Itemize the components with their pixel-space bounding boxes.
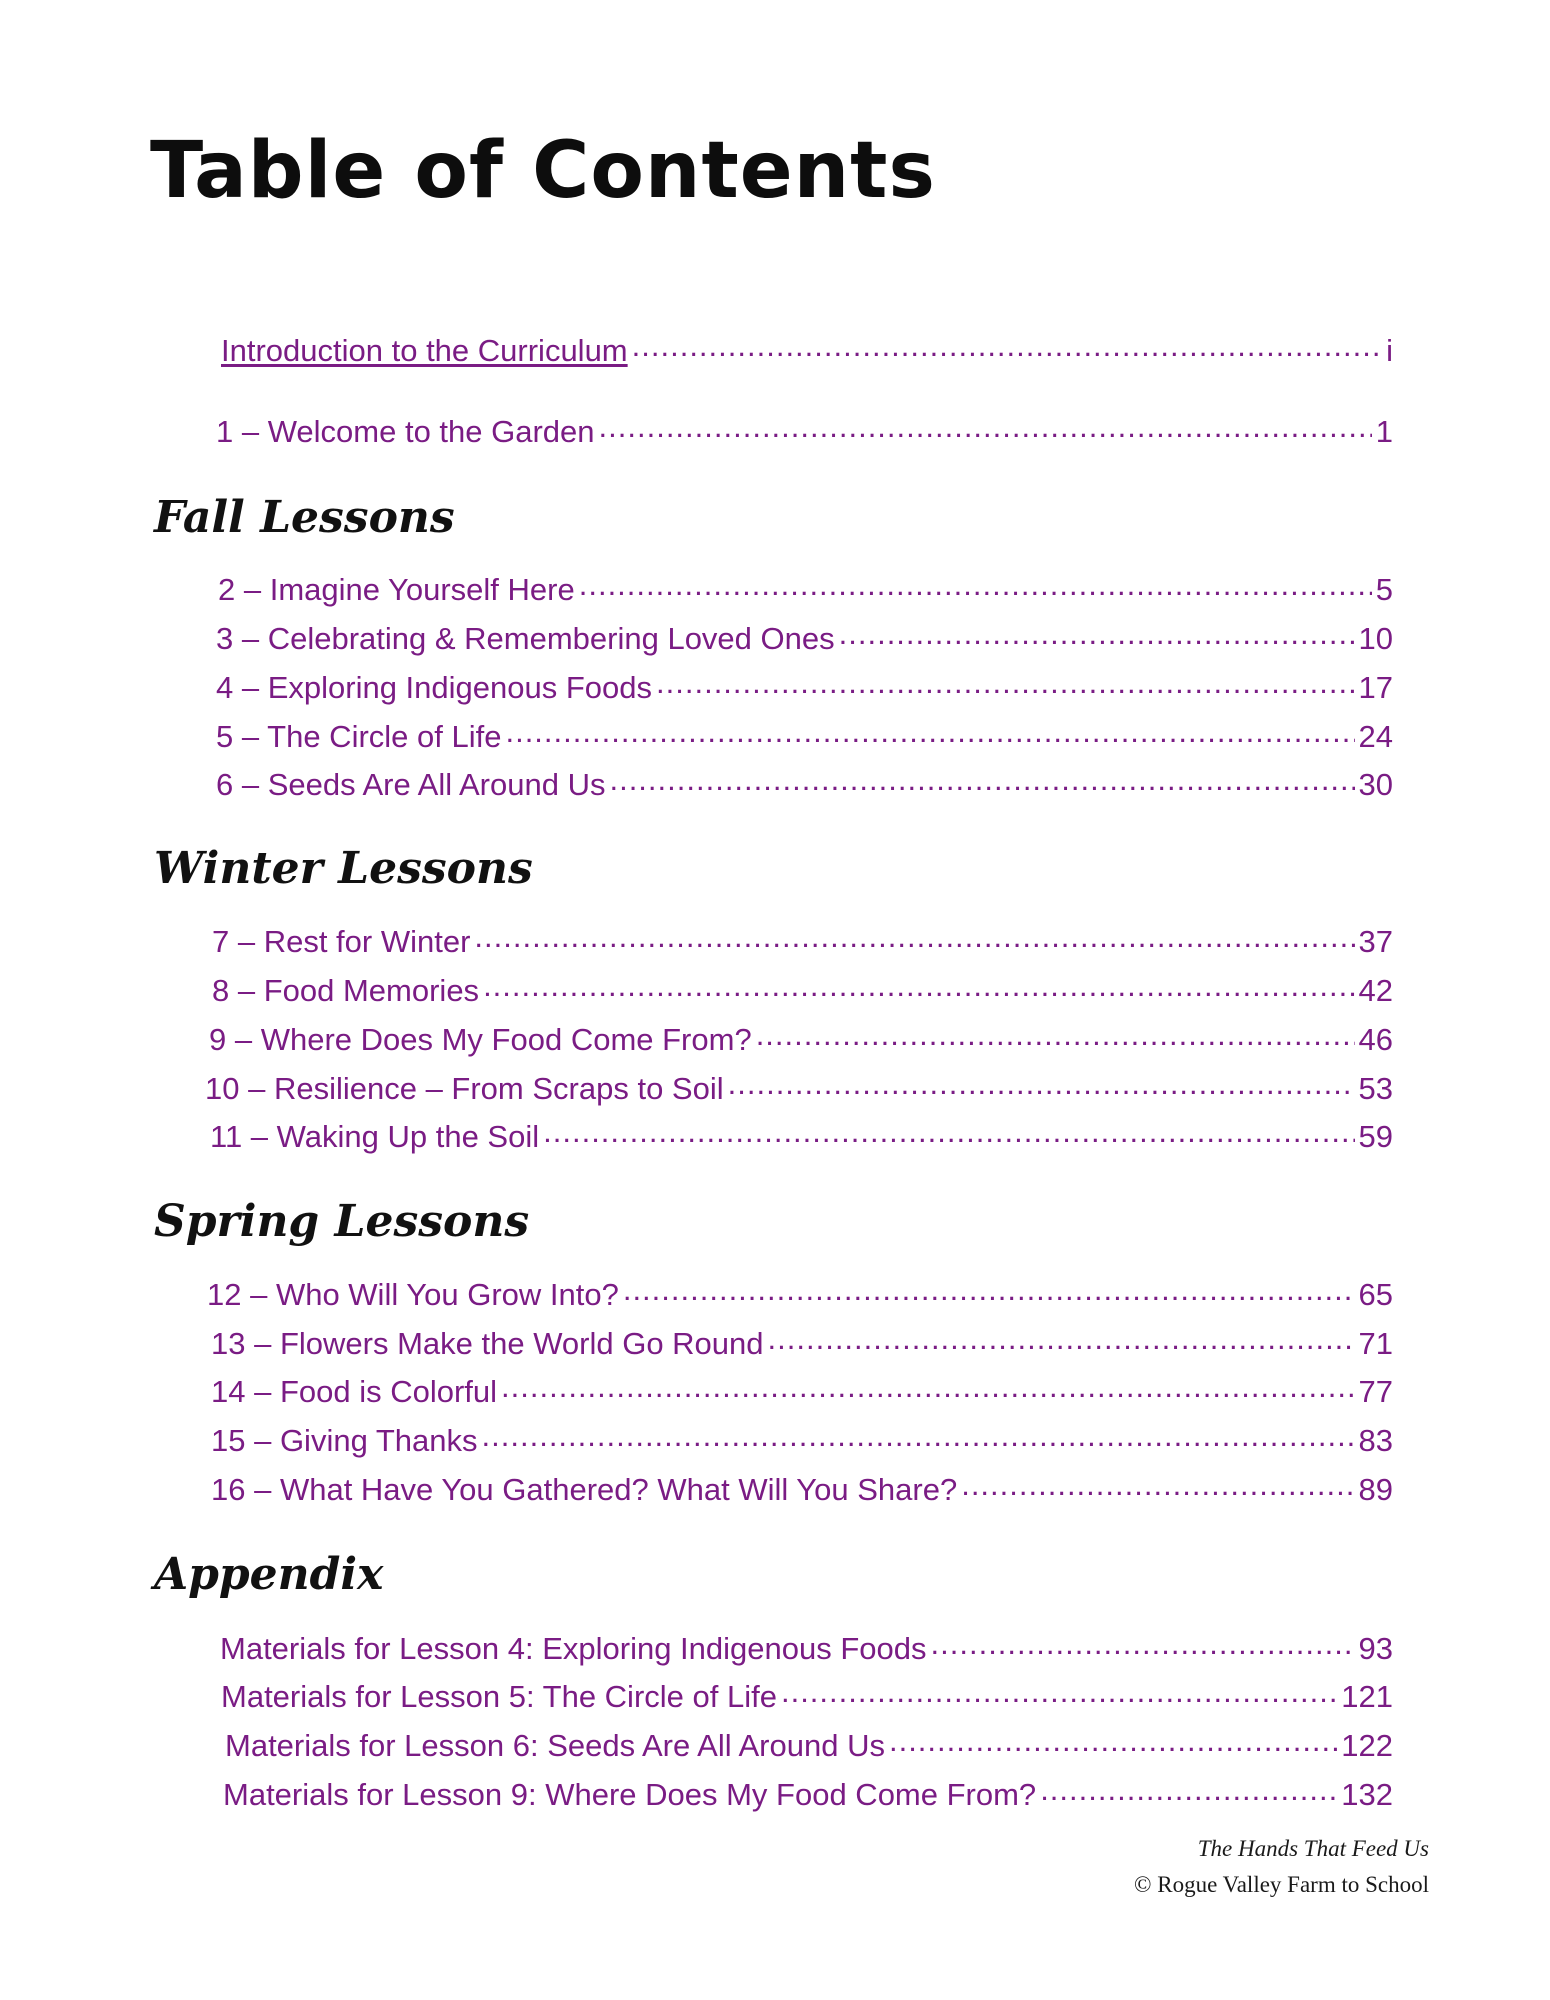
toc-entry-lesson-16[interactable] <box>211 1469 1393 1505</box>
toc-entry-label: 15 – Giving Thanks <box>211 1423 478 1458</box>
dot-leader <box>1040 1774 1337 1805</box>
toc-entry-lesson-9[interactable] <box>209 1019 1393 1055</box>
toc-entry-page: 37 <box>1358 924 1393 959</box>
toc-entry-page: 89 <box>1358 1472 1393 1507</box>
dot-leader <box>931 1628 1355 1659</box>
dot-leader <box>781 1676 1337 1707</box>
toc-entry-lesson-6[interactable] <box>216 764 1393 800</box>
toc-entry-page: 24 <box>1358 719 1393 754</box>
dot-leader <box>623 1274 1355 1305</box>
toc-entry-page: 65 <box>1358 1277 1393 1312</box>
toc-entry-page: 46 <box>1358 1022 1393 1057</box>
section-heading-winter: Winter Lessons <box>154 843 533 894</box>
toc-entry-lesson-5[interactable] <box>216 716 1393 752</box>
toc-entry-appendix-lesson-9[interactable] <box>223 1774 1393 1810</box>
dot-leader <box>482 1420 1355 1451</box>
toc-entry-label: 9 – Where Does My Food Come From? <box>209 1022 752 1057</box>
toc-entry-lesson-14[interactable] <box>211 1371 1393 1407</box>
dot-leader <box>501 1371 1354 1402</box>
toc-entry-page: 5 <box>1375 572 1393 607</box>
toc-entry-lesson-12[interactable] <box>207 1274 1393 1310</box>
toc-entry-page: 10 <box>1358 621 1393 656</box>
dot-leader <box>756 1019 1355 1050</box>
page-title: Table of Contents <box>150 126 936 216</box>
toc-entry-lesson-10[interactable] <box>205 1068 1393 1104</box>
dot-leader <box>474 921 1354 952</box>
toc-entry-label: 8 – Food Memories <box>212 973 480 1008</box>
toc-entry-label: 10 – Resilience – From Scraps to Soil <box>205 1071 724 1106</box>
toc-entry-lesson-11[interactable] <box>210 1116 1393 1152</box>
dot-leader <box>768 1323 1355 1354</box>
toc-entry-page: 59 <box>1358 1119 1393 1154</box>
toc-entry-label: Materials for Lesson 9: Where Does My Food Come From? <box>223 1777 1037 1812</box>
toc-entry-label: 4 – Exploring Indigenous Foods <box>216 670 653 705</box>
toc-entry-lesson-13[interactable] <box>211 1323 1393 1359</box>
toc-entry-label: 6 – Seeds Are All Around Us <box>216 767 606 802</box>
toc-entry-lesson-4[interactable] <box>216 667 1393 703</box>
dot-leader <box>483 970 1354 1001</box>
toc-entry-lesson-7[interactable] <box>212 921 1393 957</box>
toc-entry-label: Materials for Lesson 4: Exploring Indigenous Foods <box>220 1631 927 1666</box>
toc-entry-page: 1 <box>1375 414 1393 449</box>
toc-entry-page: 83 <box>1358 1423 1393 1458</box>
dot-leader <box>961 1469 1354 1500</box>
dot-leader <box>728 1068 1355 1099</box>
dot-leader <box>609 764 1354 795</box>
toc-entry-label: 2 – Imagine Yourself Here <box>218 572 575 607</box>
dot-leader <box>579 569 1372 600</box>
toc-entry-appendix-lesson-4[interactable] <box>220 1628 1393 1664</box>
section-heading-appendix: Appendix <box>154 1549 384 1600</box>
toc-entry-appendix-lesson-5[interactable] <box>221 1676 1393 1712</box>
toc-entry-page: 71 <box>1358 1326 1393 1361</box>
toc-entry-label: 16 – What Have You Gathered? What Will You Share? <box>211 1472 958 1507</box>
toc-entry-page: 30 <box>1358 767 1393 802</box>
toc-entry-appendix-lesson-6[interactable] <box>225 1725 1393 1761</box>
toc-entry-page: 121 <box>1341 1679 1393 1714</box>
toc-entry-lesson-3[interactable] <box>216 618 1393 654</box>
toc-entry-lesson-8[interactable] <box>212 970 1393 1006</box>
dot-leader <box>839 618 1355 649</box>
toc-entry-page: 122 <box>1341 1728 1393 1763</box>
dot-leader <box>543 1116 1354 1147</box>
toc-entry-label: 13 – Flowers Make the World Go Round <box>211 1326 764 1361</box>
toc-entry-page: 53 <box>1358 1071 1393 1106</box>
toc-entry-page: 42 <box>1358 973 1393 1008</box>
toc-entry-label: 14 – Food is Colorful <box>211 1374 498 1409</box>
toc-entry-page: i <box>1386 333 1393 368</box>
footer-book-title: The Hands That Feed Us <box>1197 1836 1429 1861</box>
dot-leader <box>505 716 1354 747</box>
toc-entry-page: 17 <box>1358 670 1393 705</box>
dot-leader <box>632 330 1382 361</box>
dot-leader <box>889 1725 1337 1756</box>
dot-leader <box>656 667 1355 698</box>
toc-entry-introduction[interactable] <box>221 330 1393 366</box>
toc-entry-label: 7 – Rest for Winter <box>212 924 471 959</box>
toc-entry-label: 3 – Celebrating & Remembering Loved Ones <box>216 621 835 656</box>
toc-entry-label: Materials for Lesson 5: The Circle of Life <box>221 1679 777 1714</box>
section-heading-fall: Fall Lessons <box>154 492 455 543</box>
toc-entry-label: 12 – Who Will You Grow Into? <box>207 1277 619 1312</box>
toc-entry-page: 77 <box>1358 1374 1393 1409</box>
toc-entry-page: 93 <box>1358 1631 1393 1666</box>
footer-copyright: © Rogue Valley Farm to School <box>1134 1872 1429 1897</box>
toc-entry-lesson-15[interactable] <box>211 1420 1393 1456</box>
toc-entry-lesson-1[interactable] <box>216 411 1393 447</box>
toc-entry-page: 132 <box>1341 1777 1393 1812</box>
toc-entry-lesson-2[interactable] <box>218 569 1393 605</box>
toc-entry-label: 1 – Welcome to the Garden <box>216 414 595 449</box>
toc-entry-label: 11 – Waking Up the Soil <box>210 1119 540 1154</box>
toc-entry-label: 5 – The Circle of Life <box>216 719 502 754</box>
section-heading-spring: Spring Lessons <box>154 1196 530 1247</box>
toc-entry-label[interactable]: Introduction to the Curriculum <box>221 333 628 368</box>
dot-leader <box>599 411 1372 442</box>
toc-entry-label: Materials for Lesson 6: Seeds Are All Around Us <box>225 1728 885 1763</box>
